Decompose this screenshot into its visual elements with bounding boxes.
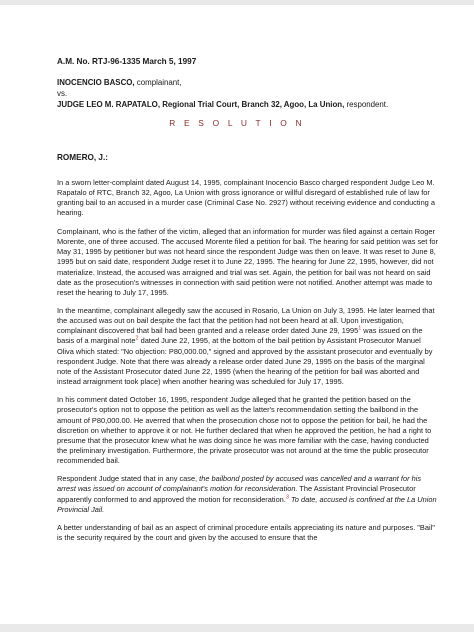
- paragraph-5-italic-2: To date, accused is confined at the La Union Provincial Jail.: [57, 494, 437, 514]
- ponente: ROMERO, J.:: [57, 153, 108, 162]
- paragraph-5-italic-1: the bailbond posted by accused was cancelled and a warrant for his arrest was issued on account of complainant's motion for reconsideration.: [57, 474, 422, 494]
- paragraph-3-part-2: was issued on the basis of a marginal note: [57, 326, 423, 346]
- respondent-line: [57, 100, 388, 111]
- case-parties: [57, 78, 388, 111]
- paragraph-4: In his comment dated October 16, 1995, respondent Judge alleged that he granted the petition based on the prosecutor's option not to oppose the petition as well as the latter's recommendation setting the bailbond in the amount of P80,000.00. He averred that when the prosecution chose not to oppose the petition for bail, he had the discretion on whether to approve it or not. He further declared that when he approved the petition, he had a right to presume that the prosecutor knew what he was doing since he was more familiar with the case, having conducted the preliminary investigation. Furthermore, the private prosecutor was not around at the time the public prosecutor recommended bail.: [57, 395, 432, 465]
- paragraph-3: [57, 306, 438, 387]
- respondent-role: respondent.: [344, 99, 389, 109]
- complainant-role: complainant,: [134, 78, 182, 87]
- footnote-link-3[interactable]: 3: [285, 494, 289, 501]
- paragraph-3-part-3: dated June 22, 1995, at the bottom of the bail petition by Assistant Prosecutor Manuel Oliva which stated: "No objection: P80,000.00," signed and approved by the assistant prosecutor and eventually by respondent Judge. Note that there was already a release order dated June 29, 1995 on the basis of the marginal note of the Assistant Prosecutor dated June 22, 1995 (when the hearing of the petition for bail was aborted and instead arraignment took place) when another hearing was scheduled for July 17, 1995.: [57, 336, 433, 386]
- complainant-name: INOCENCIO BASCO,: [57, 78, 135, 87]
- paragraph-6: A better understanding of bail as an aspect of criminal procedure entails appreciating its nature and purposes. "Bail" is the security required by the court and given by the accused to ensure that the: [57, 523, 435, 543]
- footnote-link-2[interactable]: 2: [135, 336, 139, 342]
- paragraph-1: In a sworn letter-complaint dated August 14, 1995, complainant Inocencio Basco charged respondent Judge Leo M. Rapatalo of RTC, Branch 32, Agoo, La Union with gross ignorance or willful disregard of established rule of law for granting bail to an accused in a murder case (Criminal Case No. 2927) without receiving evidence and conducting a hearing.: [57, 178, 435, 218]
- paragraph-3-part-1: In the meantime, complainant allegedly saw the accused in Rosario, La Union on July 3, 1995. He later learned that the accused was out on bail despite the fact that the petition had not been heard at all. Upon investigation, complainant discovered that bail had been granted and a release order dated June 29, 1995: [57, 306, 435, 336]
- paragraph-5: [57, 474, 438, 514]
- resolution-title: R E S O L U T I O N: [169, 118, 305, 128]
- versus-line: vs.: [57, 88, 68, 98]
- top-viewer-bar: [0, 0, 474, 5]
- footnote-link-1[interactable]: 1: [358, 325, 362, 332]
- paragraph-2: Complainant, who is the father of the victim, alleged that an information for murder was filed against a certain Roger Morente, one of three accused. The accused Morente filed a petition for bail. The hearing for said petition was set for May 31, 1995 by petitioner but was not heard since the respondent Judge was then on leave. It was reset to June 8, 1995 but on said date, respondent Judge reset it to June 22, 1995. The hearing for June 22, 1995, however, did not materialize. Instead, the accused was arraigned and trial was set. Again, the petition for bail was not heard on said date as the prosecution's witnesses in connection with said petition were not notified. Another attempt was made to reset the hearing to July 17, 1995.: [57, 227, 438, 297]
- paragraph-5-part-1: Respondent Judge stated that in any case,: [57, 474, 200, 484]
- paragraph-5-part-2: The Assistant Provincial Prosecutor apparently conformed to and approved the motion for reconsideration.: [57, 484, 416, 504]
- bottom-viewer-bar: [0, 624, 474, 632]
- resolution-body: [57, 178, 438, 552]
- respondent-name: JUDGE LEO M. RAPATALO, Regional Trial Court, Branch 32, Agoo, La Union,: [57, 99, 345, 109]
- case-number: A.M. No. RTJ-96-1335 March 5, 1997: [57, 57, 197, 66]
- complainant-line: [57, 78, 388, 89]
